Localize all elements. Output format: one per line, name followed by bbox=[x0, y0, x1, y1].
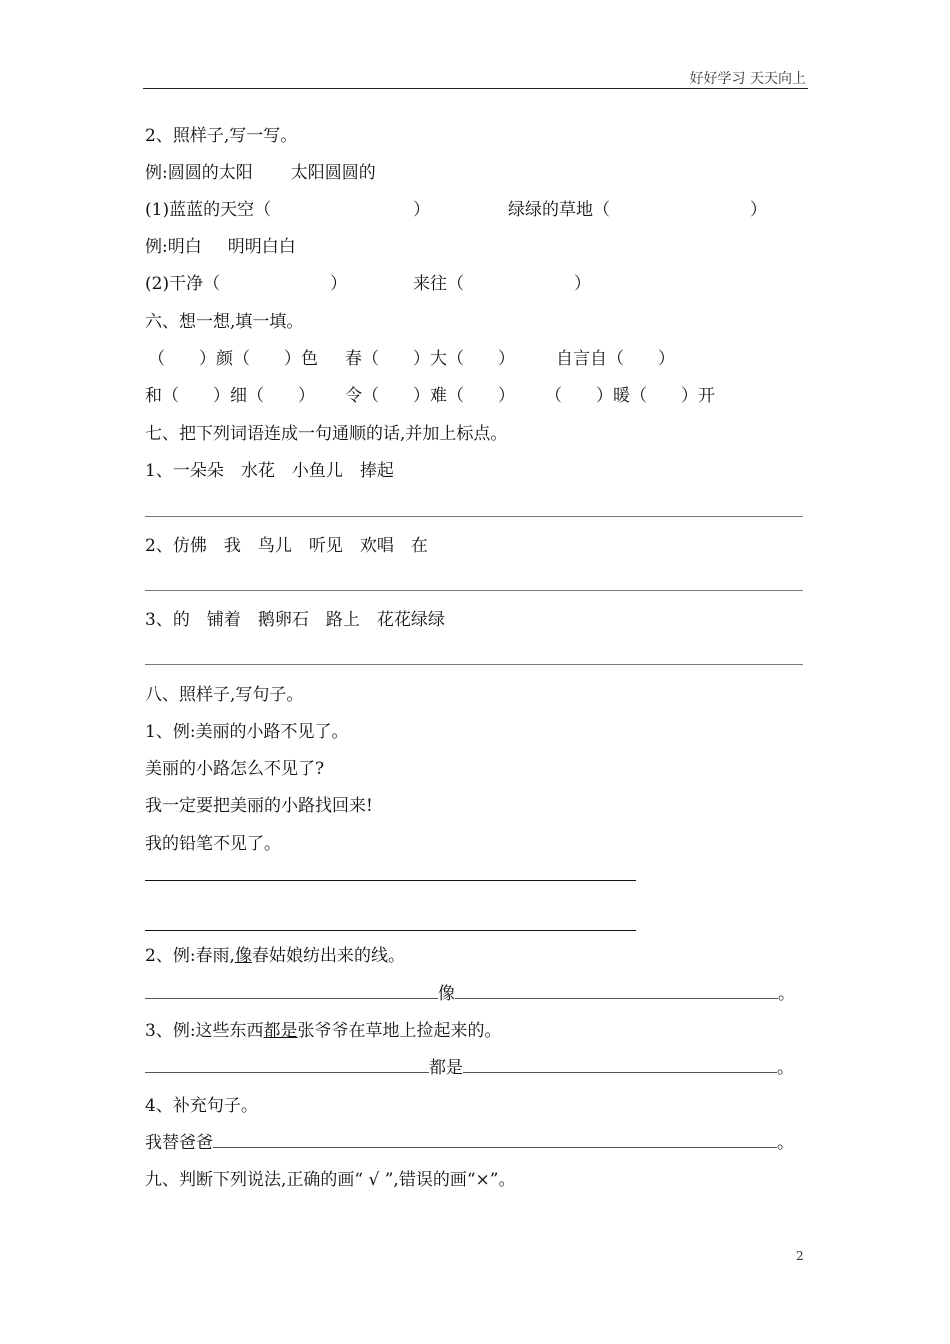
example-sentence: 我一定要把美丽的小路找回来! bbox=[145, 796, 373, 816]
word-list: 3、的 铺着 鹅卵石 路上 花花绿绿 bbox=[145, 610, 445, 630]
section-title: 六、想一想,填一填。 bbox=[145, 312, 304, 332]
example-label: 例:明白 bbox=[145, 237, 202, 257]
idiom-fill[interactable]: 令（ ）难（ ） bbox=[345, 386, 515, 406]
answer-line[interactable] bbox=[145, 930, 636, 931]
fill-line bbox=[145, 198, 430, 222]
paren-close: ） bbox=[574, 274, 591, 294]
question-title: 2、照样子,写一写。 bbox=[145, 126, 298, 146]
answer-line[interactable] bbox=[145, 516, 803, 517]
example-label: 例:圆圆的太阳 bbox=[145, 163, 253, 183]
question-title: 4、补充句子。 bbox=[145, 1096, 258, 1116]
example-line bbox=[145, 235, 296, 259]
answer-blank[interactable] bbox=[145, 982, 438, 999]
answer-blank[interactable] bbox=[213, 1131, 777, 1148]
prompt-text: 我替爸爸 bbox=[145, 1133, 213, 1153]
paren-close: ） bbox=[413, 200, 431, 220]
section-title: 九、判断下列说法,正确的画“ √ ”,错误的画“×”。 bbox=[145, 1170, 516, 1190]
key-word: 都是 bbox=[263, 1021, 298, 1041]
fill-line bbox=[145, 272, 347, 296]
section-title: 八、照样子,写句子。 bbox=[145, 685, 304, 705]
paren-close: ） bbox=[750, 200, 767, 220]
period: 。 bbox=[777, 1058, 794, 1078]
paren-close: ） bbox=[330, 274, 348, 294]
idiom-fill[interactable]: （ ）暖（ ）开 bbox=[545, 386, 715, 406]
example-sentence: 美丽的小路怎么不见了? bbox=[145, 759, 325, 779]
answer-line[interactable] bbox=[145, 590, 803, 591]
prompt-text: (2)干净（ bbox=[145, 274, 221, 294]
prompt-text: (1)蓝蓝的天空（ bbox=[145, 200, 272, 220]
page-number: 2 bbox=[796, 1249, 804, 1263]
answer-blank[interactable] bbox=[455, 982, 778, 999]
example-prefix: 2、例:春雨, bbox=[145, 946, 235, 966]
example-answer: 太阳圆圆的 bbox=[290, 163, 376, 183]
answer-line[interactable] bbox=[145, 664, 803, 665]
fill-line bbox=[145, 1056, 794, 1080]
question-title bbox=[145, 1019, 502, 1043]
key-word: 都是 bbox=[429, 1058, 463, 1078]
section-title: 七、把下列词语连成一句通顺的话,并加上标点。 bbox=[145, 424, 508, 444]
fill-line bbox=[145, 1131, 794, 1155]
key-word: 像 bbox=[438, 984, 455, 1004]
key-word: 像 bbox=[234, 946, 252, 966]
word-list: 2、仿佛 我 鸟儿 听见 欢唱 在 bbox=[145, 536, 428, 556]
idiom-fill[interactable]: 和（ ）细（ ） bbox=[145, 386, 315, 406]
prompt-sentence: 我的铅笔不见了。 bbox=[145, 834, 281, 854]
example-prefix: 3、例:这些东西 bbox=[145, 1021, 264, 1041]
prompt-text: 来往（ bbox=[413, 274, 464, 294]
example-suffix: 张爷爷在草地上捡起来的。 bbox=[297, 1021, 502, 1041]
fill-line bbox=[145, 982, 795, 1006]
fill-line bbox=[413, 272, 591, 296]
question-title bbox=[145, 944, 405, 968]
page-header bbox=[143, 66, 808, 89]
idiom-fill[interactable]: 自言自（ ） bbox=[556, 349, 675, 369]
header-text: 好好学习 天天向上 bbox=[689, 71, 806, 87]
period: 。 bbox=[777, 1133, 794, 1153]
idiom-fill[interactable]: 春（ ）大（ ） bbox=[345, 349, 515, 369]
fill-line bbox=[508, 198, 767, 222]
example-answer: 明明白白 bbox=[227, 237, 296, 257]
prompt-text: 绿绿的草地（ bbox=[508, 200, 610, 220]
answer-blank[interactable] bbox=[463, 1056, 777, 1073]
answer-line[interactable] bbox=[145, 880, 636, 881]
example-suffix: 春姑娘纺出来的线。 bbox=[251, 946, 405, 966]
answer-blank[interactable] bbox=[145, 1056, 429, 1073]
question-title: 1、例:美丽的小路不见了。 bbox=[145, 722, 349, 742]
example-line bbox=[145, 161, 376, 185]
idiom-fill[interactable]: （ ）颜（ ）色 bbox=[148, 349, 318, 369]
word-list: 1、一朵朵 水花 小鱼儿 捧起 bbox=[145, 461, 394, 481]
period: 。 bbox=[778, 984, 795, 1004]
